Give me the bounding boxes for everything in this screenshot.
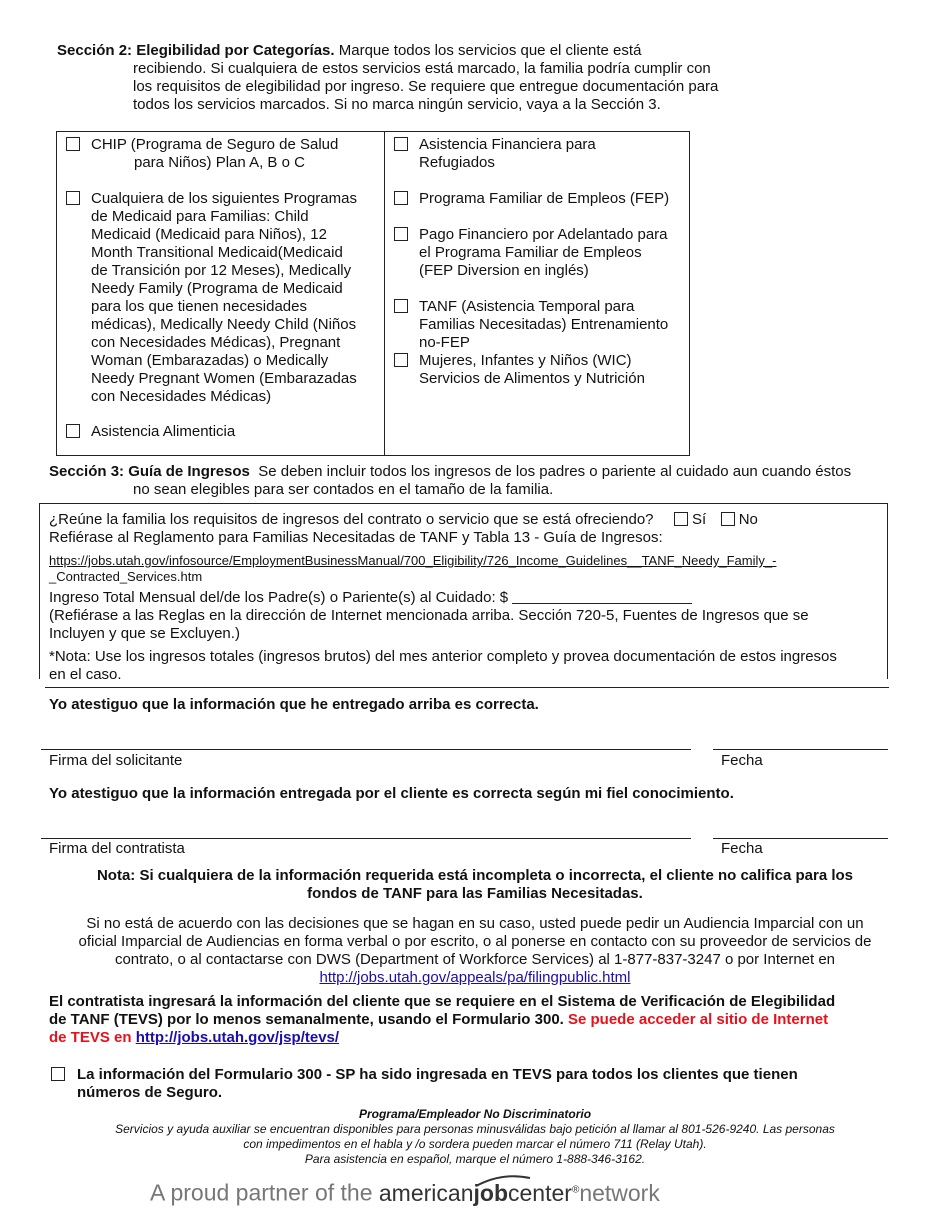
yes-checkbox[interactable] xyxy=(674,512,688,526)
contractor-date-line[interactable] xyxy=(713,838,888,839)
food-assistance-checkbox[interactable] xyxy=(66,424,80,438)
income-guidelines-url[interactable]: https://jobs.utah.gov/infosource/EmploymentBusinessManual/700_Eligibility/726_Income_Guidelines__TANF_Needy_Family_- _Contracted_Services.htm xyxy=(49,553,777,584)
contractor-signature-label: Firma del contratista xyxy=(49,840,185,857)
american-job-center-logo: A proud partner of the americanjobcenter®network xyxy=(150,1173,810,1213)
medicaid-checkbox[interactable] xyxy=(66,191,80,205)
logo-swoosh-icon xyxy=(474,1174,534,1188)
table-divider xyxy=(384,131,385,456)
fep-item: Programa Familiar de Empleos (FEP) xyxy=(394,190,686,208)
appeal-info: Si no está de acuerdo con las decisiones que se hagan en su caso, usted puede pedir un Audiencia Imparcial con un oficial Imparcial de Audiencias en forma verbal o por escrito, o al ponerse en contacto con su proveedor de servicios de contrato, o al contactarse con DWS (Department of Workforce Services) al 1-877-837-3247 o por Internet en http://jobs.utah.gov/appeals/pa/filingpublic.html xyxy=(78,915,872,986)
rules-reference: (Refiérase a las Reglas en la dirección de Internet mencionada arriba. Sección 720-5, Fuentes de Ingresos que se Incluyen y que se Excluyen.) xyxy=(49,607,809,642)
wic-checkbox[interactable] xyxy=(394,353,408,367)
income-amount-field[interactable] xyxy=(512,589,692,604)
nondiscrimination-footer: Programa/Empleador No Discriminatorio Servicios y ayuda auxiliar se encuentran disponibles para personas minusválidas bajo petición al llamar al 801-526-9240. Las personas con impedimentos en el habla y /o sordera pueden marcar el número 711 (Relay Utah). Para asistencia en español, marque el número 1-888-346-3162. xyxy=(115,1107,835,1166)
applicant-signature-line[interactable] xyxy=(41,749,691,750)
contractor-statement: Yo atestiguo que la información entregada por el cliente es correcta según mi fiel conocimiento. xyxy=(49,785,734,802)
form300-checkbox[interactable] xyxy=(51,1067,65,1081)
refugee-item: Asistencia Financiera para Refugiados xyxy=(394,136,686,172)
refugee-checkbox[interactable] xyxy=(394,137,408,151)
chip-item: CHIP (Programa de Seguro de Salud para Niños) Plan A, B o C xyxy=(66,136,376,172)
income-note: *Nota: Use los ingresos totales (ingresos brutos) del mes anterior completo y provea documentación de estos ingresos en el caso. xyxy=(49,648,837,683)
applicant-date-label: Fecha xyxy=(721,752,763,769)
tevs-info: El contratista ingresará la información del cliente que se requiere en el Sistema de Verificación de Elegibilidad de TANF (TEVS) por lo menos semanalmente, usando el Formulario 300. Se puede acceder al sitio de Internet de TEVS en http://jobs.utah.gov/jsp/tevs/ xyxy=(49,993,836,1046)
contractor-date-label: Fecha xyxy=(721,840,763,857)
form300-item: La información del Formulario 300 - SP ha sido ingresada en TEVS para todos los clientes que tienen números de Seguro. xyxy=(49,1066,919,1102)
contractor-signature-line[interactable] xyxy=(41,838,691,839)
income-guide-bottom-rule xyxy=(45,687,889,688)
fep-diversion-item: Pago Financiero por Adelantado para el Programa Familiar de Empleos (FEP Diversion en inglés) xyxy=(394,226,686,280)
wic-item: Mujeres, Infantes y Niños (WIC) Servicios de Alimentos y Nutrición xyxy=(394,352,686,388)
tanf-training-checkbox[interactable] xyxy=(394,299,408,313)
section3-heading: Sección 3: Guía de Ingresos xyxy=(49,463,250,480)
section3-intro: Sección 3: Guía de Ingresos Se deben incluir todos los ingresos de los padres o pariente al cuidado aun cuando éstos no sean elegibles para ser contados en el tamaño de la familia. xyxy=(49,463,852,498)
income-question: ¿Reúne la familia los requisitos de ingresos del contrato o servicio que se está ofreciendo? Sí No xyxy=(49,511,758,528)
eligibility-note: Nota: Si cualquiera de la información requerida está incompleta o incorrecta, el cliente no califica para los fondos de TANF para las Familias Necesitadas. xyxy=(96,867,854,902)
chip-checkbox[interactable] xyxy=(66,137,80,151)
no-checkbox[interactable] xyxy=(721,512,735,526)
logo-prefix: A proud partner of the xyxy=(150,1179,373,1206)
section2-heading: Sección 2: Elegibilidad por Categorías. xyxy=(57,42,335,59)
section2-intro: Sección 2: Elegibilidad por Categorías. Marque todos los servicios que el cliente está recibiendo. Si cualquiera de estos servicios está marcado, la familia podría cumplir con los requisitos de elegibilidad por ingreso. Se requiere que entregue documentación para todos los servicios marcados. Si no marca ningún servicio, vaya a la Sección 3. xyxy=(57,42,719,113)
income-total: Ingreso Total Mensual del/de los Padre(s) o Pariente(s) al Cuidado: $ xyxy=(49,589,889,607)
tanf-training-item: TANF (Asistencia Temporal para Familias Necesitadas) Entrenamiento no-FEP xyxy=(394,298,686,352)
fep-checkbox[interactable] xyxy=(394,191,408,205)
refer-text: Refiérase al Reglamento para Familias Necesitadas de TANF y Tabla 13 - Guía de Ingresos: xyxy=(49,529,663,546)
appeals-link[interactable]: http://jobs.utah.gov/appeals/pa/filingpublic.html xyxy=(319,969,631,986)
applicant-statement: Yo atestiguo que la información que he entregado arriba es correcta. xyxy=(49,696,539,713)
applicant-signature-label: Firma del solicitante xyxy=(49,752,183,769)
fep-diversion-checkbox[interactable] xyxy=(394,227,408,241)
food-assistance-item: Asistencia Alimenticia xyxy=(66,423,376,441)
tevs-link[interactable]: http://jobs.utah.gov/jsp/tevs/ xyxy=(135,1029,340,1046)
applicant-date-line[interactable] xyxy=(713,749,888,750)
medicaid-item: Cualquiera de los siguientes Programas de Medicaid para Familias: Child Medicaid (Medicaid para Niños), 12 Month Transitional Medicaid(Medicaid de Transición por 12 Meses), Medically Needy Family (Programa de Medicaid para los que tienen necesidades médicas), Medically Needy Child (Niños con Necesidades Médicas), Pregnant Woman (Embarazadas) o Medically Needy Pregnant Women (Embarazadas con Necesidades Médicas) xyxy=(66,190,376,406)
